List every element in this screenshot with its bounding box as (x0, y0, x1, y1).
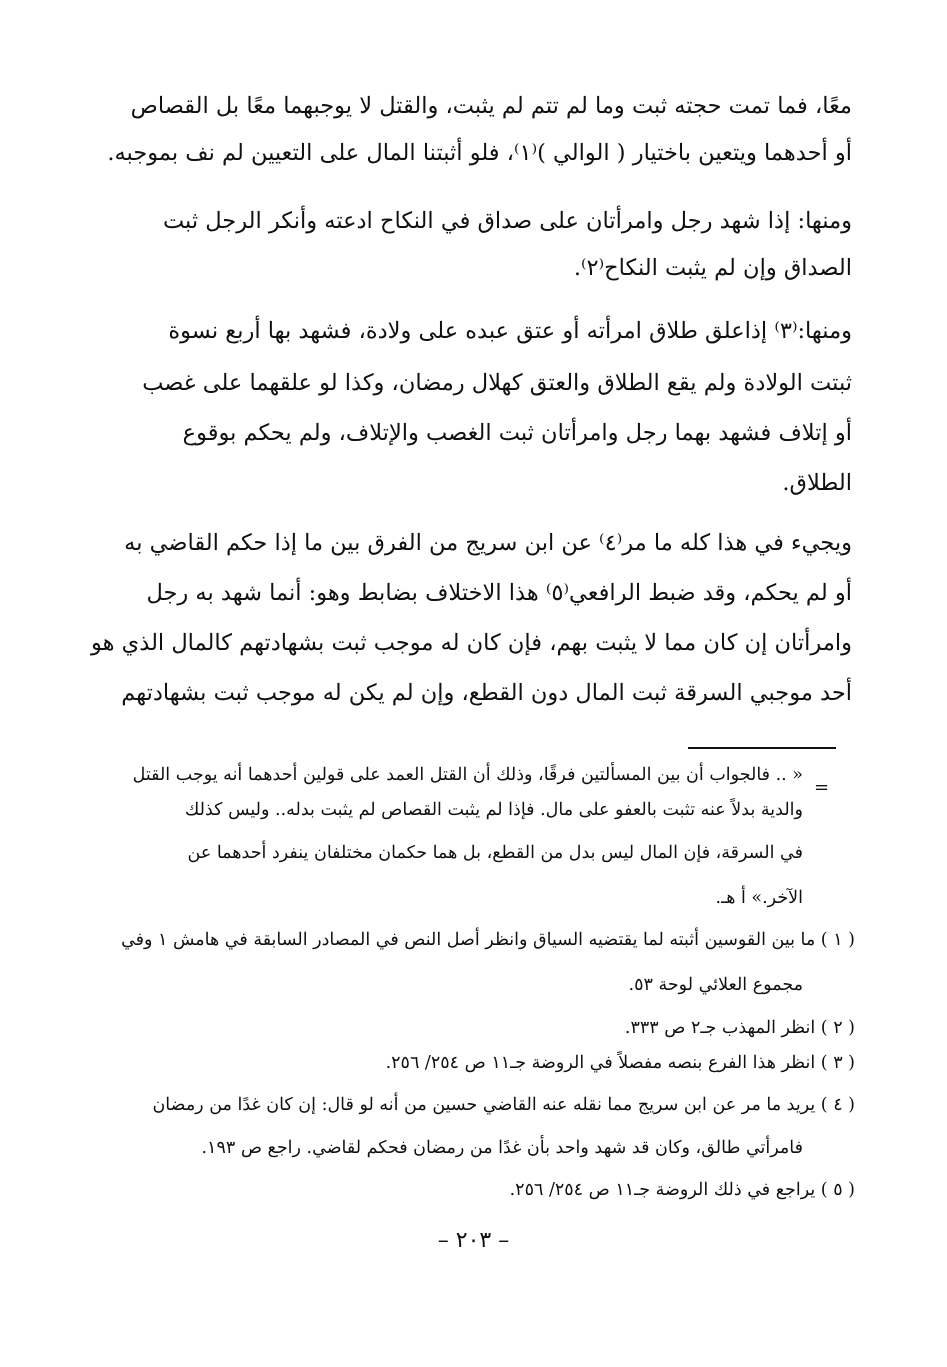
body-line: ومنها:⁽٣⁾ إذاعلق طلاق امرأته أو عتق عبده على ولادة، فشهد بها أربع نسوة (168, 318, 852, 344)
footnote-4-continued: فامرأتي طالق، وكان قد شهد واحد بأن غدًا من رمضان فحكم لقاضي. راجع ص ١٩٣. (201, 1138, 803, 1158)
footnote-continued-line: الآخر.» أ هـ. (715, 888, 803, 908)
body-line: أحد موجبي السرقة ثبت المال دون القطع، وإن لم يكن له موجب ثبت بشهادتهم (121, 680, 852, 706)
body-line: وامرأتان إن كان مما لا يثبت بهم، فإن كان له موجب ثبت بشهادتهم كالمال الذي هو (91, 630, 852, 656)
footnote-1: ( ١ ) ما بين القوسين أثبته لما يقتضيه السياق وانظر أصل النص في المصادر السابقة في هامش ١ وفي (121, 930, 855, 950)
footnote-4: ( ٤ ) يريد ما مر عن ابن سريج مما نقله عنه القاضي حسين من أنه لو قال: إن كان غدًا من رمضان (152, 1095, 855, 1115)
footnote-continued-line: في السرقة، فإن المال ليس بدل من القطع، بل هما حكمان مختلفان ينفرد أحدهما عن (187, 843, 803, 863)
body-line: أو أحدهما ويتعين باختيار ( الوالي )⁽١⁾، فلو أثبتنا المال على التعيين لم نف بموجبه. (107, 140, 852, 166)
footnote-continued-line: « .. فالجواب أن بين المسألتين فرقًا، وذلك أن القتل العمد على قولين أحدهما أنه يوجب القتل (132, 765, 803, 785)
body-line: أو إتلاف فشهد بهما رجل وامرأتان ثبت الغصب والإتلاف، ولم يحكم بوقوع (182, 420, 852, 446)
body-line: ثبتت الولادة ولم يقع الطلاق والعتق كهلال رمضان، وكذا لو علقهما على غصب (142, 370, 852, 396)
body-line: معًا، فما تمت حجته ثبت وما لم تتم لم يثبت، والقتل لا يوجبهما معًا بل القصاص (130, 93, 852, 119)
body-line: ومنها: إذا شهد رجل وامرأتان على صداق في النكاح ادعته وأنكر الرجل ثبت (162, 208, 852, 234)
footnote-continuation-mark: = (814, 777, 830, 798)
footnote-1-continued: مجموع العلائي لوحة ٥٣. (628, 975, 803, 995)
body-line: الصداق وإن لم يثبت النكاح⁽٢⁾. (573, 255, 852, 281)
footnote-3: ( ٣ ) انظر هذا الفرع بنصه مفصلاً في الروضة جـ١١ ص ٢٥٤/ ٢٥٦. (385, 1053, 855, 1073)
footnote-2: ( ٢ ) انظر المهذب جـ٢ ص ٣٣٣. (624, 1018, 855, 1038)
footnote-5: ( ٥ ) يراجع في ذلك الروضة جـ١١ ص ٢٥٤/ ٢٥٦. (509, 1180, 855, 1200)
body-line: ويجيء في هذا كله ما مر⁽٤⁾ عن ابن سريج من الفرق بين ما إذا حكم القاضي به (124, 530, 852, 556)
body-line: الطلاق. (782, 470, 852, 496)
page-number: – ٢٠٣ – (437, 1228, 510, 1253)
body-line: أو لم يحكم، وقد ضبط الرافعي⁽٥⁾ هذا الاختلاف بضابط وهو: أنما شهد به رجل (146, 580, 852, 606)
footnotes-block (91, 0, 855, 1367)
footnote-continued-line: والدية بدلاً عنه تثبت بالعفو على مال. فإذا لم يثبت القصاص لم يثبت بدله.. وليس كذلك (184, 800, 803, 820)
